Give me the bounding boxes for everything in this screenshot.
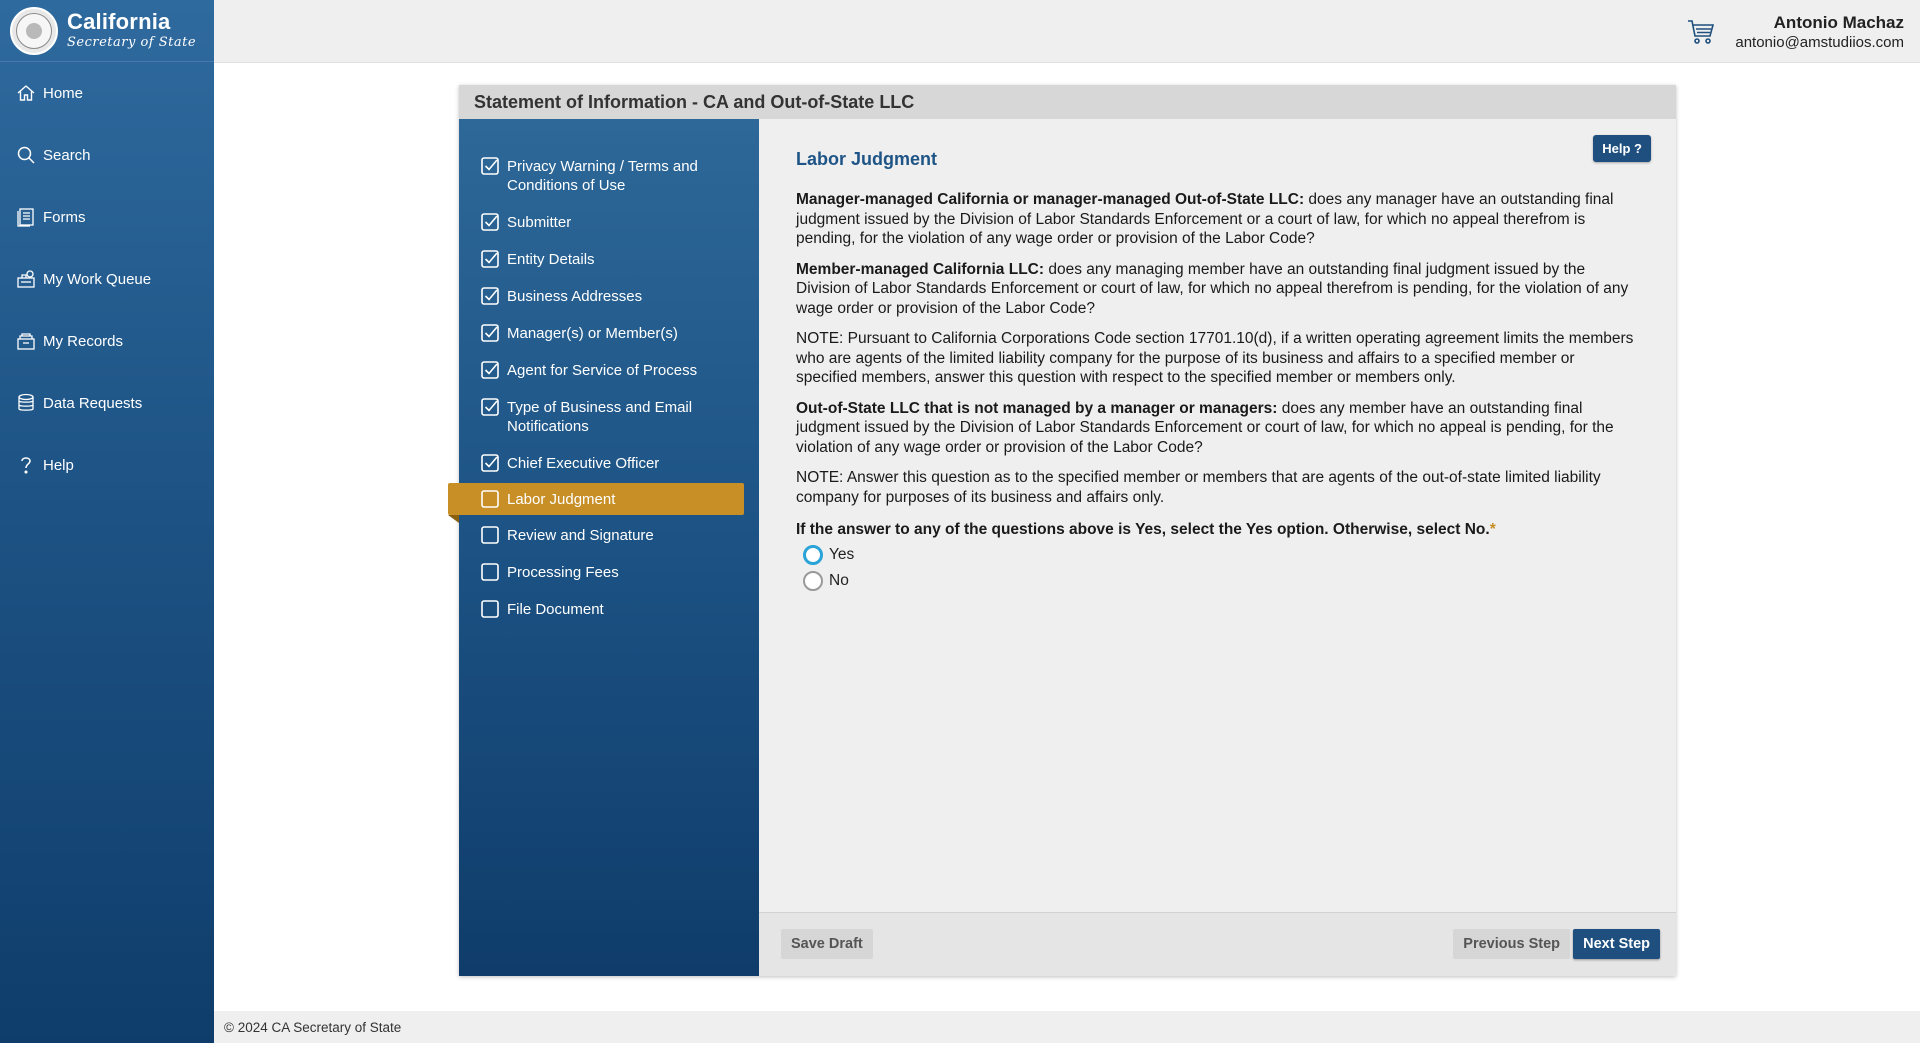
nav-label: Home xyxy=(43,84,84,102)
user-info[interactable] xyxy=(1735,13,1904,51)
help-button[interactable]: Help ? xyxy=(1593,135,1651,162)
step-type-of-business[interactable] xyxy=(459,398,759,436)
note-paragraph xyxy=(796,468,1638,507)
radio-option-yes[interactable] xyxy=(803,545,1638,565)
step-processing-fees[interactable] xyxy=(459,563,759,582)
database-icon xyxy=(16,393,36,413)
copyright-text: © 2024 CA Secretary of State xyxy=(224,1019,402,1035)
step-managers-members[interactable] xyxy=(459,324,759,343)
question-icon xyxy=(16,455,36,475)
nav-label: My Work Queue xyxy=(43,270,152,288)
step-file-document[interactable] xyxy=(459,600,759,619)
step-entity-details[interactable] xyxy=(459,250,759,269)
section-title: Labor Judgment xyxy=(796,149,938,169)
unchecked-box-icon xyxy=(481,490,499,508)
shopping-cart-icon[interactable] xyxy=(1686,16,1716,46)
radio-label: No xyxy=(829,572,849,589)
question-text: If the answer to any of the questions above is Yes, select the Yes option. Otherwise, select No. xyxy=(796,521,1490,538)
paragraph-text: NOTE: Answer this question as to the specified member or members that are agents of the out-of-state limited liability company for purposes of its business and affairs only. xyxy=(796,469,1601,506)
step-label: File Document xyxy=(507,601,604,618)
checked-box-icon xyxy=(481,324,499,342)
work-queue-icon xyxy=(16,269,36,289)
paragraph-text: does any member have an outstanding final judgment issued by the Division of Labor Standards Enforcement or court of law, for which no appeal is pending, for the violation of any wage order or provision of the Labor Code? xyxy=(796,399,1614,456)
nav-label: Forms xyxy=(43,208,86,226)
left-navigation xyxy=(0,0,214,1043)
checked-box-icon xyxy=(481,454,499,472)
nav-label: Help xyxy=(43,456,74,474)
brand-title: California xyxy=(67,9,171,35)
nav-item-data-requests[interactable] xyxy=(0,372,214,434)
step-label: Review and Signature xyxy=(507,527,654,544)
nav-label: Data Requests xyxy=(43,394,143,412)
paragraph-text: does any managing member have an outstanding final judgment issued by the Division of Labor Standards Enforcement or court of law, for which no appeal therefrom is pending, for the violation of any wage order or provision of the Labor Code? xyxy=(796,260,1629,317)
nav-item-work-queue[interactable] xyxy=(0,248,214,310)
user-email: antonio@amstudiios.com xyxy=(1735,34,1904,51)
step-label: Agent for Service of Process xyxy=(507,362,698,379)
step-list xyxy=(459,119,759,619)
checked-box-icon xyxy=(481,287,499,305)
step-label: Chief Executive Officer xyxy=(507,455,660,472)
nav-label: My Records xyxy=(43,332,124,350)
step-label: Processing Fees xyxy=(507,564,619,581)
paragraph-heading: Manager-managed California or manager-managed Out-of-State LLC: xyxy=(796,191,1305,208)
checked-box-icon xyxy=(481,157,499,175)
checked-box-icon xyxy=(481,213,499,231)
step-label: Entity Details xyxy=(507,251,595,268)
step-labor-judgment[interactable] xyxy=(448,483,744,515)
page-footer xyxy=(214,1011,1920,1043)
step-label: Labor Judgment xyxy=(507,490,616,508)
nav-item-home[interactable] xyxy=(0,62,214,124)
radio-button-yes[interactable] xyxy=(803,545,823,565)
checked-box-icon xyxy=(481,361,499,379)
checked-box-icon xyxy=(481,250,499,268)
paragraph-heading: Member-managed California LLC: xyxy=(796,260,1045,278)
nav-item-forms[interactable] xyxy=(0,186,214,248)
user-name: Antonio Machaz xyxy=(1773,13,1904,32)
radio-button-no[interactable] xyxy=(803,571,823,591)
step-agent-service[interactable] xyxy=(459,361,759,380)
previous-step-button[interactable]: Previous Step xyxy=(1453,929,1570,959)
question-paragraph xyxy=(796,190,1638,249)
paragraph-text: does any manager have an outstanding final judgment issued by the Division of Labor Standards Enforcement or a court of law, for which no appeal therefrom is pending, for the violation of any wage order or provision of the Labor Code? xyxy=(796,191,1614,247)
nav-item-records[interactable] xyxy=(0,310,214,372)
nav-label: Search xyxy=(43,146,91,164)
note-paragraph xyxy=(796,329,1638,388)
nav-item-search[interactable] xyxy=(0,124,214,186)
question-label xyxy=(796,521,1638,539)
checked-box-icon xyxy=(481,398,499,416)
radio-option-no[interactable] xyxy=(803,571,1638,591)
step-label: Submitter xyxy=(507,214,572,231)
state-seal-icon xyxy=(10,7,58,55)
home-icon xyxy=(16,83,36,103)
brand-subtitle: Secretary of State xyxy=(67,35,197,51)
step-privacy-warning[interactable] xyxy=(459,157,759,195)
unchecked-box-icon xyxy=(481,563,499,581)
step-label: Type of Business and Email Notifications xyxy=(507,399,693,435)
required-marker: * xyxy=(1489,521,1496,538)
step-label: Manager(s) or Member(s) xyxy=(507,325,678,342)
paragraph-text: NOTE: Pursuant to California Corporations Code section 17701.10(d), if a written operating agreement limits the members who are agents of the limited liability company for the purpose of its business and affairs to a specified member or specified members, answer this question with respect to the specified member or members only. xyxy=(796,330,1634,386)
step-submitter[interactable] xyxy=(459,213,759,232)
form-content xyxy=(759,119,1676,907)
paragraph-heading: Out-of-State LLC that is not managed by a manager or managers: xyxy=(796,399,1278,417)
step-review-signature[interactable] xyxy=(459,526,759,545)
unchecked-box-icon xyxy=(481,526,499,544)
radio-label: Yes xyxy=(829,546,855,563)
unchecked-box-icon xyxy=(481,600,499,618)
records-icon xyxy=(16,331,36,351)
nav-item-help[interactable] xyxy=(0,434,214,496)
next-step-button[interactable]: Next Step xyxy=(1573,929,1660,959)
search-icon xyxy=(16,145,36,165)
steps-panel xyxy=(459,119,759,976)
form-card xyxy=(459,85,1676,976)
nav-list xyxy=(0,62,214,496)
step-business-addresses[interactable] xyxy=(459,287,759,306)
question-paragraph xyxy=(796,260,1638,319)
form-title: Statement of Information - CA and Out-of-State LLC xyxy=(459,85,1676,119)
step-label: Business Addresses xyxy=(507,288,643,305)
save-draft-button[interactable]: Save Draft xyxy=(781,929,873,959)
forms-icon xyxy=(16,207,36,227)
step-label: Privacy Warning / Terms and Conditions of Use xyxy=(507,158,698,194)
brand-logo[interactable] xyxy=(0,0,214,62)
form-actions-bar xyxy=(759,912,1676,976)
question-paragraph xyxy=(796,399,1638,458)
top-bar xyxy=(214,0,1920,63)
step-ceo[interactable] xyxy=(459,454,759,473)
